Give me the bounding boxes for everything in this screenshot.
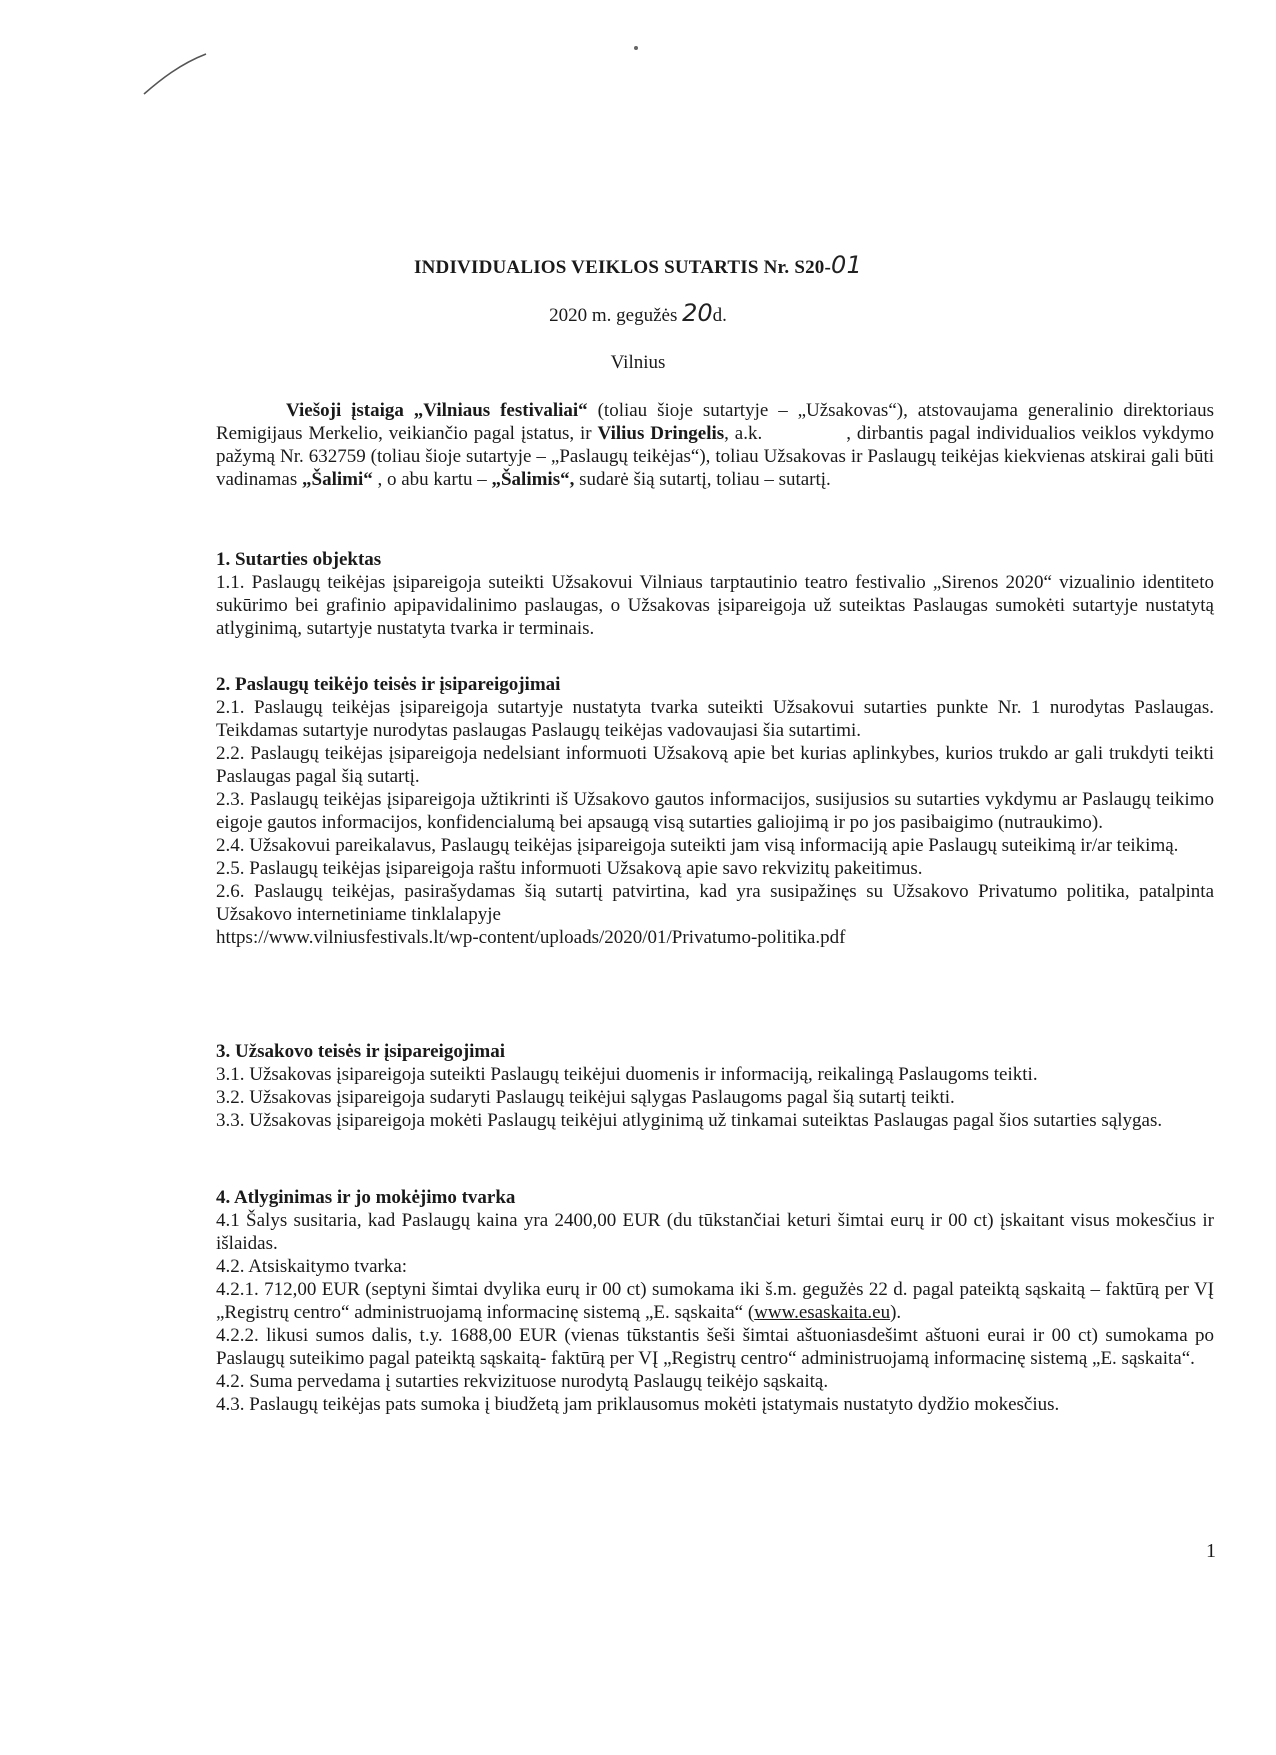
section-3-heading: 3. Užsakovo teisės ir įsipareigojimai — [216, 1041, 506, 1062]
clause-2-1: 2.1. Paslaugų teikėjas įsipareigoja sutartyje nustatyta tvarka suteikti Užsakovui sutarties punkte Nr. 1 nurodytas Paslaugas. Teikdamas sutartyje nurodytas paslaugas Paslaugų teikėjas vadovaujasi šia sutartimi. — [216, 697, 1214, 741]
section-1 — [216, 548, 1214, 640]
clause-2-5: 2.5. Paslaugų teikėjas įsipareigoja raštu informuoti Užsakovą apie savo rekvizitų pakeitimus. — [216, 858, 923, 879]
clause-1-1: 1.1. Paslaugų teikėjas įsipareigoja suteikti Užsakovui Vilniaus tarptautinio teatro festivalio „Sirenos 2020“ vizualinio identiteto sukūrimo bei grafinio apipavidalinimo paslaugas, o Užsakovas įsipareigoja už suteiktas Paslaugas sumokėti sutartyje nustatytą atlyginimą, sutartyje nustatyta tvarka ir terminais. — [216, 572, 1214, 639]
clause-4-2-1 — [216, 1278, 1214, 1324]
intro-text-3: , dirbantis pagal individualios veiklos vykdymo pažymą Nr. 632759 (toliau šioje sutartyje – „Paslaugų teikėjas“), toliau Užsakovas ir Paslaugų teikėjas kiekvienas atskirai gali būti vadinamas — [216, 423, 1215, 490]
contract-title — [0, 251, 1276, 279]
section-4-heading: 4. Atlyginimas ir jo mokėjimo tvarka — [216, 1187, 516, 1208]
clause-4-1: 4.1 Šalys susitaria, kad Paslaugų kaina yra 2400,00 EUR (du tūkstančiai keturi šimtai eurų ir 00 ct) įskaitant visus mokesčius ir išlaidas. — [216, 1210, 1214, 1254]
provider-name: Vilius Dringelis — [597, 423, 725, 444]
date-suffix: d. — [712, 305, 727, 326]
privacy-policy-url: https://www.vilniusfestivals.lt/wp-content/uploads/2020/01/Privatumo-politika.pdf — [216, 927, 846, 948]
date-prefix: 2020 m. gegužės — [549, 305, 678, 326]
clause-4-2: 4.2. Atsiskaitymo tvarka: — [216, 1256, 408, 1277]
term-salimi: „Šalimi“ — [302, 469, 373, 490]
scan-speck — [634, 46, 638, 50]
page-number: 1 — [1206, 1540, 1216, 1562]
clause-4-2-1-end: ). — [890, 1302, 902, 1323]
pen-stroke-mark — [140, 50, 210, 100]
section-3 — [216, 1040, 1214, 1132]
contract-date — [0, 299, 1276, 327]
clause-4-2-b: 4.2. Suma pervedama į sutarties rekvizituose nurodytą Paslaugų teikėjo sąskaitą. — [216, 1371, 829, 1392]
clause-2-3: 2.3. Paslaugų teikėjas įsipareigoja užtikrinti iš Užsakovo gautos informacijos, susijusios su sutarties vykdymu ar Paslaugų teikimo eigoje gautos informacijos, konfidencialumą bei apsaugą visą sutarties galiojimą ir po jos pasibaigimo (nutraukimo). — [216, 789, 1214, 833]
section-1-heading: 1. Sutarties objektas — [216, 549, 382, 570]
org-name: Viešoji įstaiga „Vilniaus festivaliai“ — [286, 400, 588, 421]
intro-paragraph — [216, 399, 1214, 491]
term-salimis: „Šalimis“, — [491, 469, 575, 490]
contract-city: Vilnius — [610, 352, 666, 373]
intro-text-5: sudarė šią sutartį, toliau – sutartį. — [574, 469, 831, 490]
clause-4-2-1-text: 4.2.1. 712,00 EUR (septyni šimtai dvylika eurų ir 00 ct) sumokama iki š.m. gegužės 22 d. pagal pateiktą sąskaitą – faktūrą per VĮ „Registrų centro“ administruojamą informacinę sistemą „E. sąskaita“ ( — [216, 1279, 1214, 1323]
section-2 — [216, 673, 1214, 949]
intro-text-2: , a.k. — [724, 423, 763, 444]
clause-4-2-2: 4.2.2. likusi sumos dalis, t.y. 1688,00 EUR (vienas tūkstantis šeši šimtai aštuoniasdešimt aštuoni eurai ir 00 ct) sumokama po Paslaugų suteikimo pagal pateiktą sąskaitą- faktūrą per VĮ „Registrų centro“ administruojamą informacinę sistemą „E. sąskaita“. — [216, 1325, 1214, 1369]
handwritten-day: 20 — [682, 299, 713, 327]
clause-3-1: 3.1. Užsakovas įsipareigoja suteikti Paslaugų teikėjui duomenis ir informaciją, reikalingą Paslaugoms teikti. — [216, 1064, 1038, 1085]
clause-4-3: 4.3. Paslaugų teikėjas pats sumoka į biudžetą jam priklausomus mokėti įstatymais nustatyto dydžio mokesčius. — [216, 1394, 1060, 1415]
contract-title-text: INDIVIDUALIOS VEIKLOS SUTARTIS Nr. S20- — [414, 257, 832, 278]
esaskaita-link[interactable]: www.esaskaita.eu — [754, 1302, 891, 1323]
handwritten-contract-number: 01 — [831, 251, 862, 279]
intro-text-1: (toliau šioje sutartyje – „Užsakovas“), atstovaujama generalinio direktoriaus Remigijaus Merkelio, veikiančio pagal įstatus, ir — [216, 400, 1214, 444]
clause-3-2: 3.2. Užsakovas įsipareigoja sudaryti Paslaugų teikėjui sąlygas Paslaugoms pagal šią sutartį teikti. — [216, 1087, 955, 1108]
intro-text-4: , o abu kartu – — [372, 469, 492, 490]
section-2-heading: 2. Paslaugų teikėjo teisės ir įsipareigojimai — [216, 674, 561, 695]
clause-2-6: 2.6. Paslaugų teikėjas, pasirašydamas šią sutartį patvirtina, kad yra susipažinęs su Užsakovo Privatumo politika, patalpinta Užsakovo internetiniame tinklalapyje — [216, 881, 1214, 925]
clause-2-4: 2.4. Užsakovui pareikalavus, Paslaugų teikėjas įsipareigoja suteikti jam visą informaciją apie Paslaugų suteikimą ir/ar teikimą. — [216, 835, 1179, 856]
section-4 — [216, 1186, 1214, 1416]
clause-2-2: 2.2. Paslaugų teikėjas įsipareigoja nedelsiant informuoti Užsakovą apie bet kurias aplinkybes, kurios trukdo ar gali trukdyti teikti Paslaugas pagal šią sutartį. — [216, 743, 1214, 787]
clause-3-3: 3.3. Užsakovas įsipareigoja mokėti Paslaugų teikėjui atlyginimą už tinkamai suteiktas Paslaugas pagal šios sutarties sąlygas. — [216, 1110, 1163, 1131]
